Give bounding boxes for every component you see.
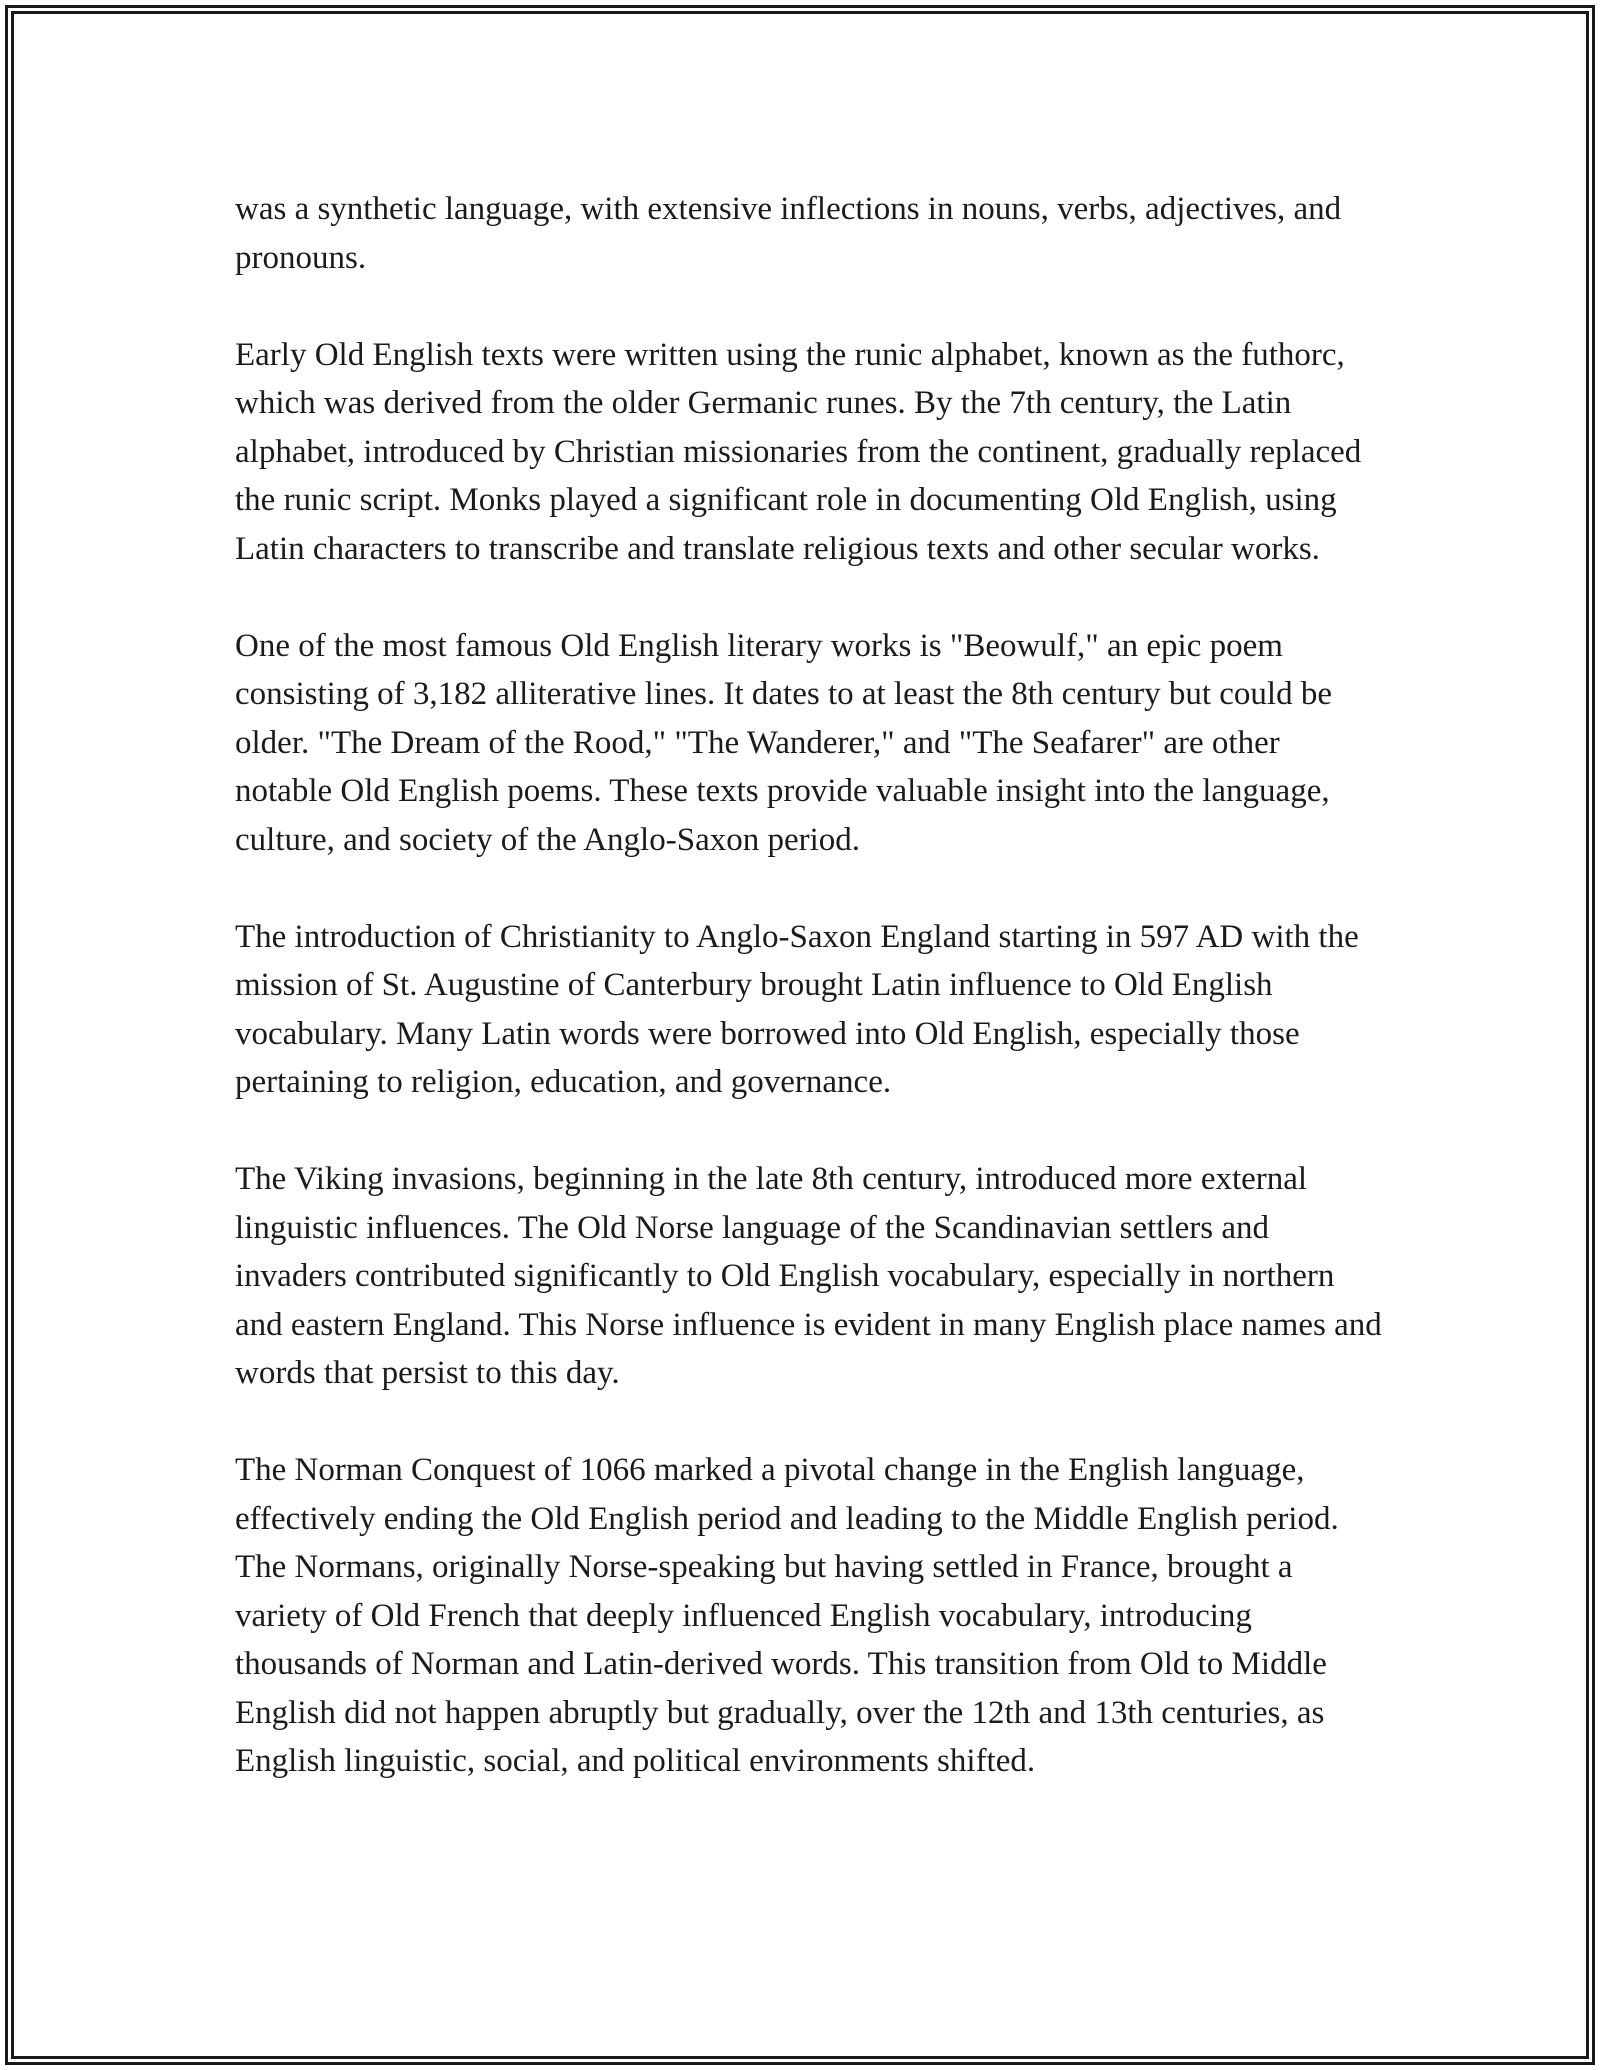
paragraph-viking-invasions: The Viking invasions, beginning in the late 8th century, introduced more external linguistic influences. The Old Norse language of the Scandinavian settlers and invaders contributed significantly to Old English vocabulary, especially in northern and eastern England. This Norse influence is evident in many English place names and words that persist to this day. — [235, 1161, 1382, 1391]
paragraph-norman-conquest: The Norman Conquest of 1066 marked a pivotal change in the English language, effectively ending the Old English period and leading to the Middle English period. The Normans, originally Norse-speaking but having settled in France, brought a variety of Old French that deeply influenced English vocabulary, introducing thousands of Norman and Latin-derived words. This transition from Old to Middle English did not happen abruptly but gradually, over the 12th and 13th centuries, as English linguistic, social, and political environments shifted. — [235, 1452, 1339, 1779]
paragraph-runic-alphabet: Early Old English texts were written using the runic alphabet, known as the futhorc, which was derived from the older Germanic runes. By the 7th century, the Latin alphabet, introduced by Christian missionaries from the continent, gradually replaced the runic script. Monks played a significant role in documenting Old English, using Latin characters to transcribe and translate religious texts and other secular works. — [235, 336, 1362, 567]
paragraph-synthetic-language: was a synthetic language, with extensive inflections in nouns, verbs, adjectives, and pronouns. — [235, 191, 1342, 276]
paragraph-beowulf: One of the most famous Old English literary works is "Beowulf," an epic poem consisting of 3,182 alliterative lines. It dates to at least the 8th century but could be older. "The Dream of the Rood," "The Wanderer," and "The Seafarer" are other notable Old English poems. These texts provide valuable insight into the language, culture, and society of the Anglo-Saxon period. — [235, 627, 1332, 858]
document-body — [235, 185, 1385, 1786]
paragraph-christianity: The introduction of Christianity to Anglo-Saxon England starting in 597 AD with the mission of St. Augustine of Canterbury brought Latin influence to Old English vocabulary. Many Latin words were borrowed into Old English, especially those pertaining to religion, education, and governance. — [235, 918, 1359, 1100]
